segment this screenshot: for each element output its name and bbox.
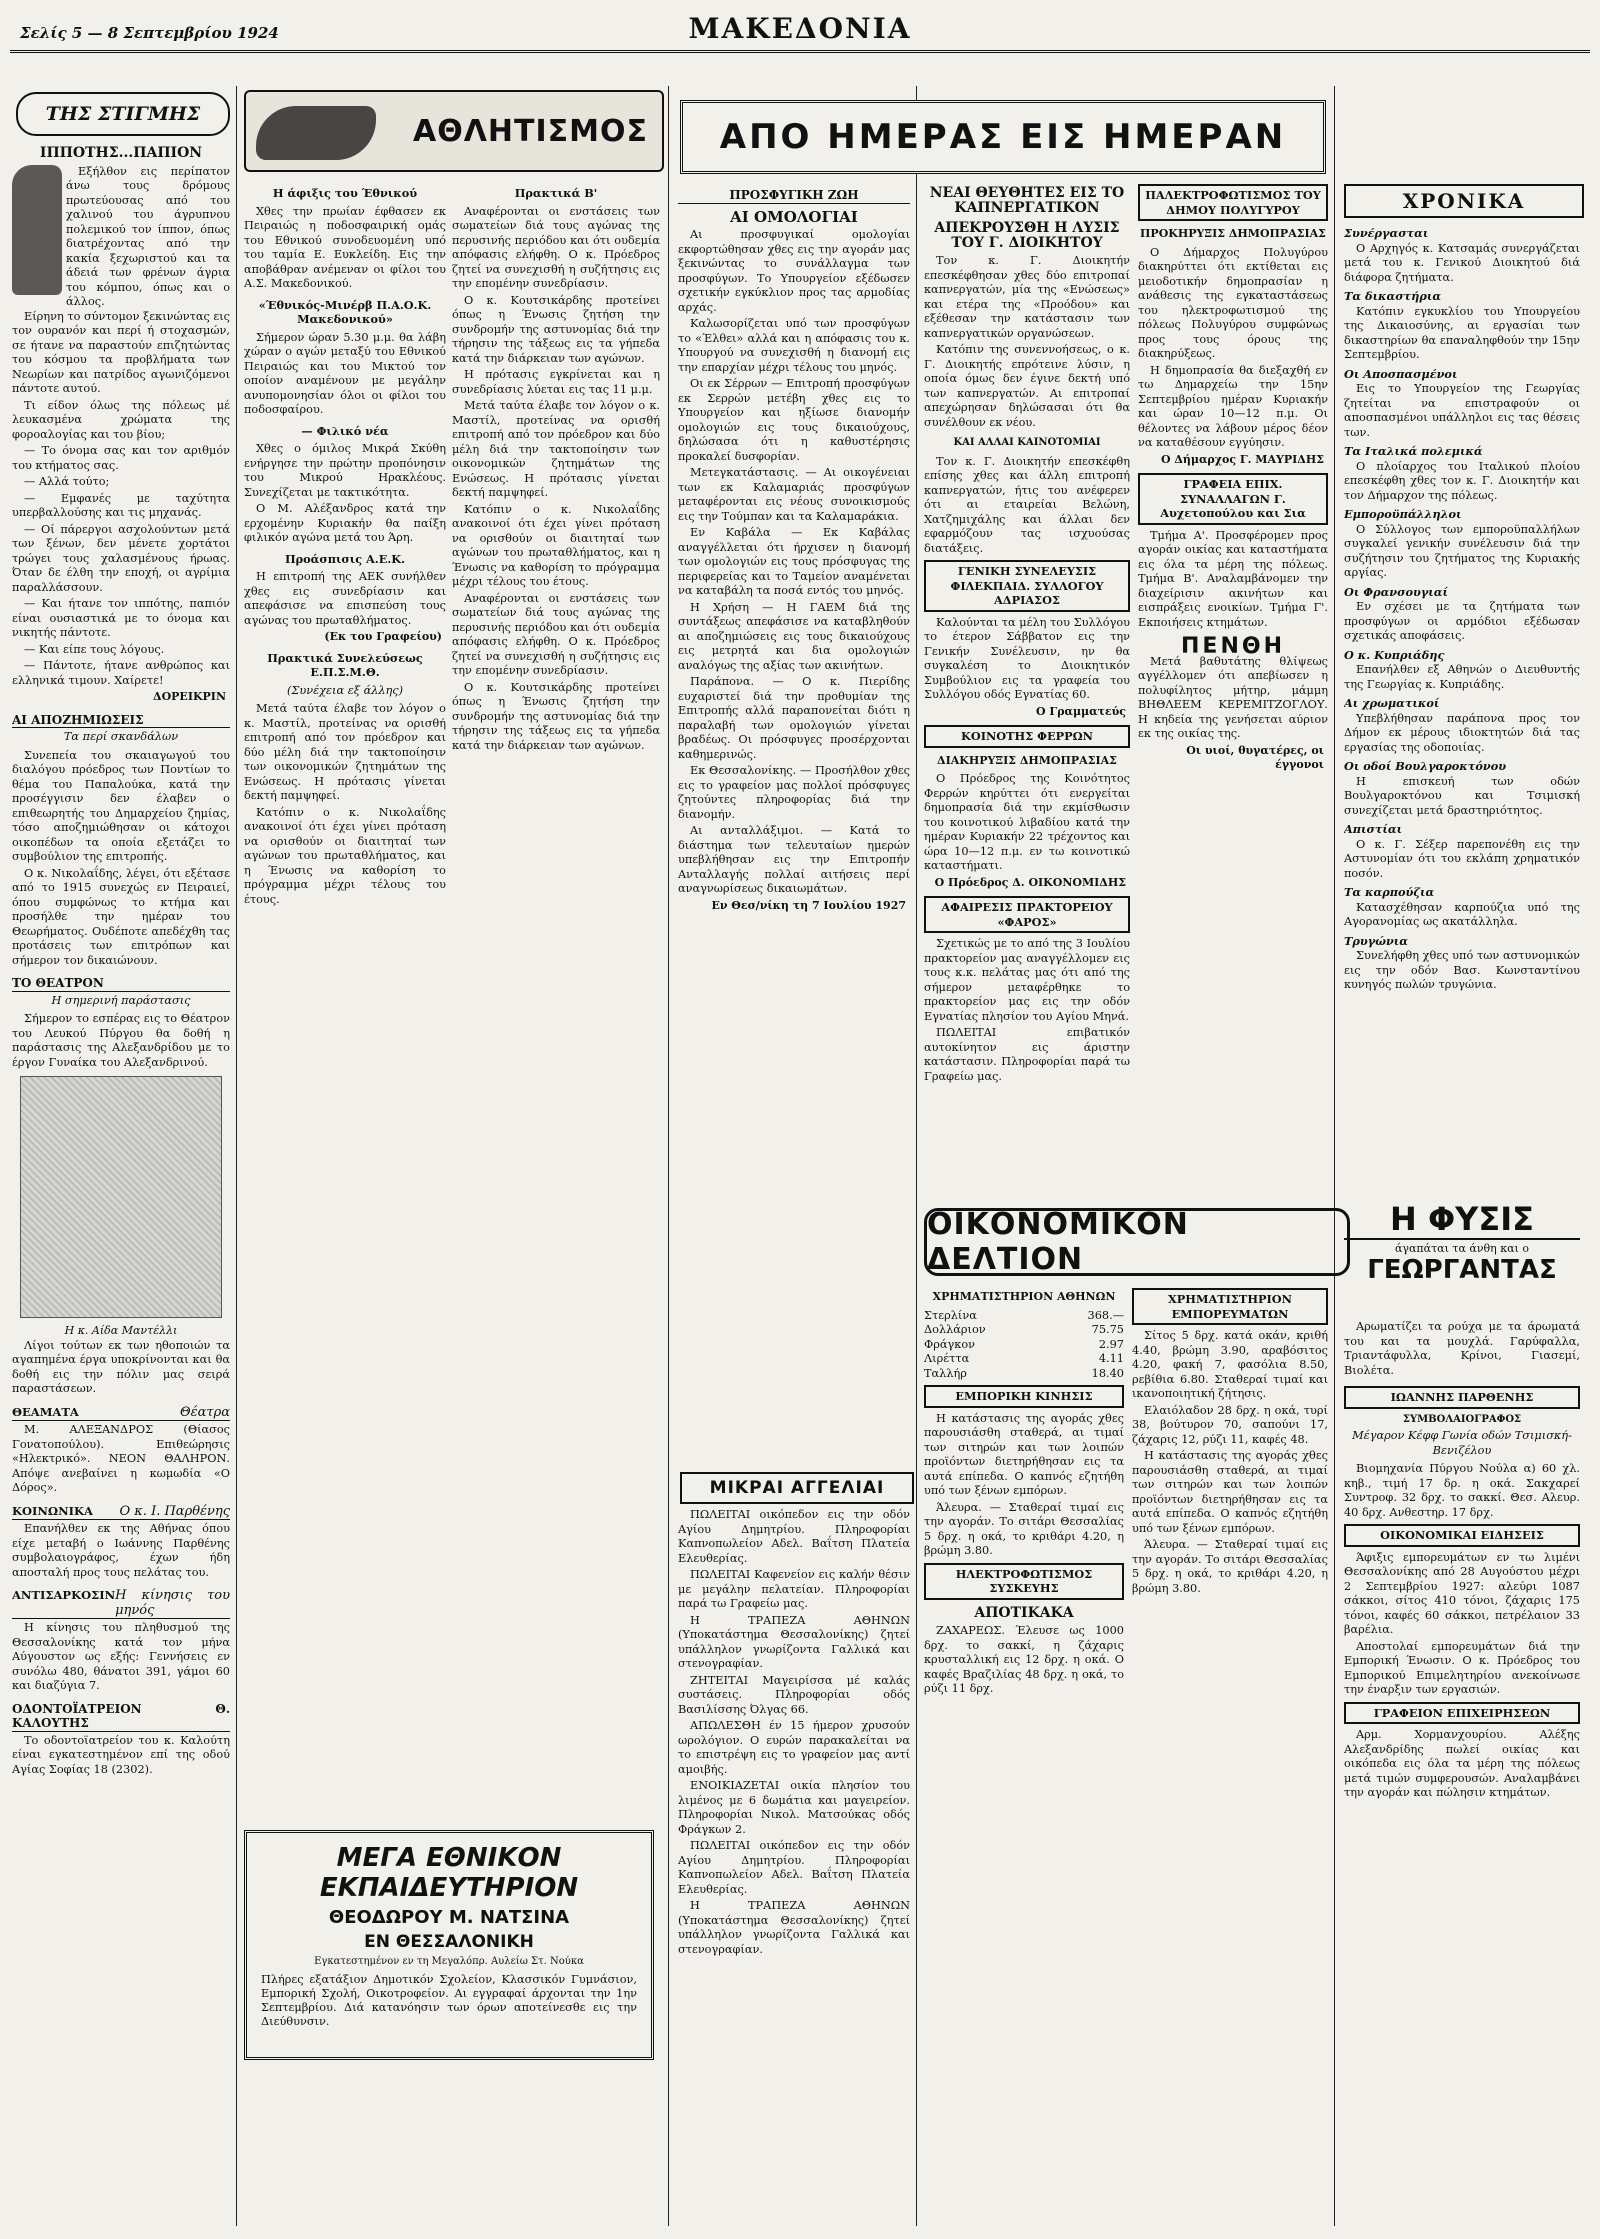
section-subheading: Ο κ. Ι. Παρθένης <box>119 1503 230 1519</box>
chronika-item-heading: Τα δικαστήρια <box>1344 289 1442 303</box>
notary-title: ΣΥΜΒΟΛΑΙΟΓΡΑΦΟΣ <box>1402 1413 1522 1425</box>
article-paragraph: Σίτος 5 δρχ. κατά οκάν, κριθή 4.40, βρώμη 3.90, αραβόσιτος 4.20, φακή 7, φασόλια 8.50, ρεβίθια 6.80. Σταθεραί τιμαί και ικανοποιητική ζήτησις. <box>1132 1329 1328 1400</box>
article-paragraph: Τι είδον όλως της πόλεως μέ λευκασμένα χρώματα της φοροαλογίας και του βίου; <box>12 398 230 441</box>
article-paragraph: — Οί πάρεργοι ασχολούντων μετά των ξένων, δεν μένετε χορτάτοι τρώγει τους χαλασμένους ήρωας. Όταν δε έλθη την εποχή, οι αγρίμια παραλλάσσουν. <box>12 522 230 594</box>
obituary-heading: ΠΕΝΘΗ <box>1181 634 1285 659</box>
article-paragraph: Η επιτροπή της ΑΕΚ συνήλθεν χθες εις συνεδρίασιν και απεφάσισε να επισπεύση τους αγώνας του πρωταθλήματος. <box>244 570 446 627</box>
column-2b <box>452 180 660 1820</box>
masthead <box>10 4 1590 53</box>
chronika-item-text: Ο κ. Γ. Σέξερ παρεπονέθη εις την Αστυνομίαν ότι του εκλάπη χρηματικόν ποσόν. <box>1344 837 1580 880</box>
article-paragraph: Ο κ. Νικολαΐδης, λέγει, ότι εξέτασε από το 1915 συνεχώς εν Πειραιεί, όπου συμφώνως το κτήμα και προσήλθε την ημέραν του Θεωρήματος. Ουδέποτε απεδέχθη τας προτάσεις των επιτρόπων και σήμερον τον δικαιώνουν. <box>12 866 230 967</box>
chronika-item-text: Εις το Υπουργείον της Γεωργίας ζητείται να επιστραφούν οι αποσπασμένοι υπάλληλοι εις τας θέσεις των. <box>1344 382 1580 439</box>
section-heading: ΕΜΠΟΡΙΚΗ ΚΙΝΗΣΙΣ <box>924 1385 1124 1408</box>
section-heading: ΑΠΟΤΙΚΑΚΑ <box>974 1604 1074 1621</box>
article-title: Η άφιξις του Έθνικού <box>272 186 418 200</box>
article-paragraph: Η κατάστασις της αγοράς χθες παρουσιάσθη σταθερά, αι τιμαί των σιτηρών και των λοιπών προϊόντων διετηρήθησαν εις τα αυτά επίπεδα. Ο καπνός εζητήθη υπό των ξένων εμπόρων. <box>1132 1449 1328 1535</box>
chronika-item-heading: Απιστίαι <box>1344 822 1403 836</box>
chronika-item-heading: Εμποροϋπάλληλοι <box>1344 507 1462 521</box>
article-paragraph: Εν Καβάλα — Εκ Καβάλας αναγγέλλεται ότι ήρχισεν η διανομή των ομολογιών εις τους πρόσφυγας της περιφερείας και το Ταμείον αναμένεται να καταβάλη τα ποσά εντός του μηνός. <box>678 526 910 597</box>
section-heading: ΑΙ ΑΠΟΖΗΜΙΩΣΕΙΣ <box>12 713 230 729</box>
currency-rate: 75.75 <box>1091 1323 1124 1336</box>
article-paragraph: Ο Δήμαρχος Πολυγύρου διακηρύττει ότι εκτίθεται εις μειοδοτικήν δημοπρασίαν η ανάθεσις της εγκαταστάσεως του ηλεκτροφωτισμού της πόλεως Πολυγύρου συμφώνως προς τους όρους της διακηρύξεως. <box>1138 245 1328 360</box>
fysis-advertisement <box>1344 1200 1580 1285</box>
column-3-classifieds <box>678 1508 910 2228</box>
article-paragraph: Μ. ΑΛΕΞΑΝΔΡΟΣ (Θίασος Γονατοπούλου). Επιθεώρησις «Ηλεκτρικό». ΝΕΟΝ ΘΑΛΗΡΟΝ. Απόψε ανεβαίνει η κωμωδία «Ο Δόρος». <box>12 1423 230 1494</box>
article-paragraph: Τον κ. Γ. Διοικητήν επεσκέφθησαν χθες δύο επιτροπαί καπνεργατών, μία της «Ενώσεως» και ετέρα της «Προόδου» και εξέθεσαν την κατάστασιν των καπνεργατικών οργανώσεων. <box>924 254 1130 340</box>
classifieds-heading: ΜΙΚΡΑΙ ΑΓΓΕΛΙΑΙ <box>680 1472 914 1504</box>
article-paragraph: Ο Πρόεδρος της Κοινότητος Φερρών κηρύττει ότι ενεργείται δημοπρασία διά την εκμίσθωσιν του κοινοτικού λιβαδίου κατά την ημέραν Κυριακήν 22 τρέχοντος και ώρα 10—12 π.μ. εν τω κοινοτικώ καταστήματι. <box>924 772 1130 872</box>
economic-bulletin-banner: ΟΙΚΟΝΟΜΙΚΟΝ ΔΕΛΤΙΟΝ <box>924 1208 1350 1276</box>
article-title: ΑΙ ΟΜΟΛΟΓΙΑΙ <box>730 207 858 226</box>
article-paragraph: Ελαιόλαδον 28 δρχ. η οκά, τυρί 38, βούτυρον 70, σαπούνι 17, ζάχαρις 12, ρύζι 11, καφές 48. <box>1132 1403 1328 1446</box>
article-paragraph: Αρμ. Χορμανχουρίου. Αλέξης Αλεξανδρίδης πωλεί οικίας και οικόπεδα εις όλα τα μέρη της πόλεως μετά τιμών συμφερουσών. Αναλαμβάνει την αγοράν και πώλησιν κτημάτων. <box>1344 1728 1580 1799</box>
section-subheading: Θέατρα <box>179 1404 230 1420</box>
chronika-item <box>1344 648 1580 693</box>
article-paragraph: Καλωσορίζεται υπό των προσφύγων το «Έλθει» αλλά και η απόφασις του κ. Υπουργού να συνεχισθή η διανομή εις την επαρχίαν μέχρι τέλους του μηνός. <box>678 317 910 374</box>
article-headline: ΝΕΑΙ ΘΕΥΘΗΤΕΣ ΕΙΣ ΤΟ ΚΑΠΝΕΡΓΑΤΙΚΟΝ <box>929 185 1125 216</box>
article-paragraph: — Εμφανές με ταχύτητα υπερβαλλούσης και τις μηχανάς. <box>12 491 230 519</box>
section-subheading: Η σημερινή παράστασις <box>51 993 191 1007</box>
article-paragraph: Αρωματίζει τα ρούχα με τα άρωματά του και τα μουχλά. Γαρύφαλλα, Τριαντάφυλλα, Κρίνοι, Γιασεμί, Βιολέτα. <box>1344 1320 1580 1377</box>
classified-ad: ΠΩΛΕΙΤΑΙ οικόπεδον εις την οδόν Αγίου Δημητρίου. Πληροφορίαι Καπνοπωλείον Αδελ. Βαΐτση Πλατεία Ελευθερίας. <box>678 1508 910 1565</box>
article-title: ΙΠΠΟΤΗΣ...ΠΑΠΙΟΝ <box>39 145 203 161</box>
article-paragraph: Κατόπιν της συνεννοήσεως, ο κ. Γ. Διοικητής επρότεινε λύσιν, η οποία όμως δεν έγινε δεκτή υπό των καπνεργατών. Αι επιτροπαί απεχώρησαν δηλώσασαι ότι θα συνέλθουν εκ νέου. <box>924 343 1130 429</box>
chronika-item-text: Υπεβλήθησαν παράπονα προς τον Δήμον εκ μέρους ιδιοκτητών διά τας εργασίας της οδοποιίας. <box>1344 711 1580 754</box>
athlete-figure-icon <box>256 106 376 160</box>
article-paragraph: Η κίνησις του πληθυσμού της Θεσσαλονίκης κατά τον μήνα Αύγουστον ως εξής: Γεννήσεις εν συνόλω 480, θάνατοι 391, γάμοι 60 και διαζύγια 7. <box>12 1621 230 1692</box>
signature: (Εκ του Γραφείου) <box>324 630 442 643</box>
chronika-item <box>1344 507 1580 581</box>
chronika-item-heading: Τρυγώνια <box>1344 933 1408 948</box>
chronika-item <box>1344 367 1580 441</box>
article-paragraph: Άλευρα. — Σταθεραί τιμαί εις την αγοράν. Το σιτάρι Θεσσαλίας 5 δρχ. η οκά, το κριθάρι 4.20, η βρώμη 3.80. <box>924 1500 1124 1557</box>
currency-name: Ταλλήρ <box>924 1366 967 1380</box>
chronika-item-text: Κατασχέθησαν καρπούζια υπό της Αγορανομίας ως ακατάλληλα. <box>1344 900 1580 928</box>
section-subheading: Η κίνησις του μηνός <box>115 1588 230 1618</box>
section-heading: ΗΛΕΚΤΡΟΦΩΤΙΣΜΟΣ ΣΥΣΚΕΥΗΣ <box>924 1563 1124 1600</box>
column-5-lower <box>1132 1284 1328 2224</box>
article-paragraph: Καλούνται τα μέλη του Συλλόγου το έτερον Σάββατον εις την Γενικήν Συνέλευσιν, ην θα συγκαλέση το Διοικητικόν Συμβούλιον εις τα γραφεία του Συλλόγου οδός Εγνατίας 60. <box>924 615 1130 701</box>
currency-name: Στερλίνα <box>924 1308 977 1322</box>
article-paragraph: Τμήμα Α'. Προσφέρομεν προς αγοράν οικίας και καταστήματα εις όλα τα μέρη της πόλεως. Τμήμα Β'. Αναλαμβάνομεν την διαχείρισιν ακινήτων και εισπράξεις ενοικίων. Τμήμα Γ'. Εκποιήσεις κτημάτων. <box>1138 528 1328 629</box>
article-paragraph: Μετά ταύτα έλαβε τον λόγον ο κ. Μαστίλ, προτείνας να ορισθή επιτροπή από τον πρόεδρον και δύο μέλη διά την τακτοποίησιν των οικονομικών ζητημάτων της Ενώσεως. Η πρότασις γίνεται δεκτή παμψηφεί. <box>244 702 446 802</box>
article-subheading: ΚΑΙ ΑΛΛΑΙ ΚΑΙΝΟΤΟΜΙΑΙ <box>953 437 1101 448</box>
column-rule <box>916 86 917 2226</box>
ad-title: ΜΕΓΑ ΕΘΝΙΚΟΝ ΕΚΠΑΙΔΕΥΤΗΡΙΟΝ <box>319 1843 579 1903</box>
article-paragraph: Κατόπιν ο κ. Νικολαΐδης ανακοινοί ότι έχει γίνει πρόταση να ορισθούν οι διαιτηταί των αγώνων του πρωταθλήματος, και η Ένωσις να καθορίση το πρόγραμμα μέχρι τέλους του έτους. <box>452 502 660 588</box>
actress-photo <box>20 1076 222 1318</box>
stigmi-banner: ΤΗΣ ΣΤΙΓΜΗΣ <box>16 92 230 136</box>
classified-ad: ΑΠΩΛΕΣΘΗ έν 15 ήμερον χρυσούν ωρολόγιον. Ο ευρών παρακαλείται να το επιστρέψη εις το γραφείον μας αντί αμοιβής. <box>678 1719 910 1776</box>
article-paragraph: — Και είπε τους λόγους. <box>24 642 165 656</box>
notary-address: Μέγαρον Κέφφ Γωνία οδών Τσιμισκή-Βενιζέλου <box>1352 1429 1572 1457</box>
currency-name: Λιρέττα <box>924 1352 970 1365</box>
article-paragraph: ΠΩΛΕΙΤΑΙ επιβατικόν αυτοκίνητον εις άριστην κατάστασιν. Πληροφορίαι παρά τω Γραφείω μας. <box>924 1026 1130 1083</box>
article-paragraph: Η κατάστασις της αγοράς χθες παρουσιάσθη σταθερά, αι τιμαί των σιτηρών και των λοιπών προϊόντων διετηρήθησαν εις τα αυτά επίπεδα. Ο καπνός εζητήθη υπό των ξένων εμπόρων. <box>924 1411 1124 1497</box>
ad-brand: ΓΕΩΡΓΑΝΤΑΣ <box>1367 1255 1557 1285</box>
article-paragraph: Χθες την πρωίαν έφθασεν εκ Πειραιώς η ποδοσφαιρική ομάς του Εθνικού συνοδευομένη υπό του ταμία Ε. Ευκλείδη. Εις την αποβάθραν ανέμεναν οι φίλοι του Α.Σ. Μακεδονικού. <box>244 204 446 290</box>
athletics-banner-text: ΑΘΛΗΤΙΣΜΟΣ <box>412 113 648 149</box>
ad-location: ΕΝ ΘΕΣΣΑΛΟΝΙΚΗ <box>364 1932 534 1952</box>
notice-subheading: ΠΡΟΚΗΡΥΞΙΣ ΔΗΜΟΠΡΑΣΙΑΣ <box>1140 227 1326 240</box>
chronika-item-text: Η επισκευή των οδών Βουλγαροκτόνου και Τσιμισκή συνεχίζεται μετά δραστηριότητος. <box>1344 774 1580 817</box>
issue-date: Σελίς 5 — 8 Σεπτεμβρίου 1924 <box>20 24 279 42</box>
article-paragraph: Ο κ. Κουτσικάρδης προτείνει όπως η Ένωσις ζητήση την συνδρομήν της αστυνομίας διά την τήρησιν της τάξεως εις τα γήπεδα κατά την διάρκειαν των αγώνων. <box>452 293 660 365</box>
notice-heading: ΠΑΛΕΚΤΡΟΦΩΤΙΣΜΟΣ ΤΟΥ ΔΗΜΟΥ ΠΟΛΥΓΥΡΟΥ <box>1138 184 1328 221</box>
article-paragraph: Αποστολαί εμπορευμάτων διά την Εμπορική Ένωσιν. Ο κ. Πρόεδρος του Εμπορικού Επιμελητηρίου ανεκοίνωσε την έναρξιν των εργασιών. <box>1344 1639 1580 1696</box>
article-paragraph: Εκ Θεσσαλονίκης. — Προσήλθον χθες εις το γραφείον μας πολλοί πρόσφυγες ζητούντες πληροφορίας διά την διανομήν. <box>678 764 910 821</box>
classified-ad: ΠΩΛΕΙΤΑΙ οικόπεδον εις την οδόν Αγίου Δημητρίου. Πληροφορίαι Καπνοπωλείον Αδελ. Βαΐτση Πλατεία Ελευθερίας. <box>678 1839 910 1896</box>
article-paragraph: Τον κ. Γ. Διοικητήν επεσκέφθη επίσης χθες και άλλη επιτροπή καπνεργατών, ήτις του ανέφερεν ότι αι εταιρείαι Βελώνη, Χατζημιχάλης και άλλαι δεν εφαρμόζουν τας ισχυούσας διατάξεις. <box>924 454 1130 555</box>
article-paragraph: Σήμερον ώραν 5.30 μ.μ. θα λάβη χώραν ο αγών μεταξύ του Εθνικού Πειραιώς και του Μικτού τον οποίον αναμένουν με μεγάλην ανυπομονησίαν όλοι οι φίλοι του ποδοσφαίρου. <box>244 330 446 416</box>
ad-body: Πλήρες εξατάξιον Δημοτικόν Σχολείον, Κλασσικόν Γυμνάσιον, Εμπορική Σχολή, Οικοτροφείον. Αι εγγραφαί άρχονται την 1ην Σεπτεμβρίου. Διά κατανόησιν των όρων αποτείνεσθε εις την Διεύθυνσιν. <box>261 1973 637 2028</box>
article-paragraph: Οι εκ Σέρρων — Επιτροπή προσφύγων εκ Σερρών μετέβη χθες εις το Υπουργείον και ηξίωσε διανομήν ομολογιών εις τους δικαιούχους, δηλώσασα ότι η καθυστέρησις προκαλεί δυσφορίαν. <box>678 377 910 463</box>
column-4-lower <box>924 1284 1124 2224</box>
article-title: Πρακτικά Β' <box>514 186 598 200</box>
column-2a <box>244 180 446 1820</box>
chronika-item-heading: Ο κ. Κυπριάδης <box>1344 647 1445 662</box>
article-paragraph: Λίγοι τούτων εκ των ηθοποιών τα αγαπημένα έργα υποκρίνονται και θα δοθή εις την πόλιν μας σειρά παραστάσεων. <box>12 1338 230 1395</box>
section-heading: ΟΔΟΝΤΟΪΑΤΡΕΙΟΝ Θ. ΚΑΛΟΥΤΗΣ <box>12 1701 230 1730</box>
article-paragraph: Μετεγκατάστασις. — Αι οικογένειαι των εκ Καλαμαριάς προσφύγων μεταφέρονται εις νέους συνοικισμούς εις την Τούμπαν και τα Καλαμαράκια. <box>678 466 910 523</box>
author-signature: ΔΟΡΕΙΚΡΙΝ <box>153 690 226 703</box>
chronika-item-heading: Οι οδοί Βουλγαροκτόνου <box>1344 759 1507 773</box>
chronika-item <box>1344 444 1580 503</box>
photo-caption: Η κ. Αίδα Μαντέλλι <box>64 1324 178 1337</box>
currency-name: Φράγκον <box>924 1337 976 1351</box>
article-paragraph: Παράπονα. — Ο κ. Πιερίδης ευχαριστεί διά την προθυμίαν της Επιτροπής αλλά παραπονείται διότι η παραλαβή των ομολογιών γίνεται βραδέως. Οι πρόσφυγες προσέρχονται καθημερινώς. <box>678 675 910 761</box>
notice-heading: ΓΕΝΙΚΗ ΣΥΝΕΛΕΥΣΙΣ ΦΙΛΕΚΠΑΙΔ. ΣΥΛΛΟΓΟΥ ΑΔΡΙΑΣΟΣ <box>924 560 1130 612</box>
article-paragraph: ΖΑΧΑΡΕΩΣ. Έλευσε ως 1000 δρχ. το σακκί, η ζάχαρις κρυσταλλική εις 12 δρχ. η οκά. Ο καφές Βραζιλίας 48 δρχ. η οκά, το ρύζι 11 δρχ. <box>924 1624 1124 1695</box>
column-4 <box>924 180 1130 1200</box>
chronika-item-text: Συνελήφθη χθες υπό των αστυνομικών εις την οδόν Βασ. Κωνσταντίνου κυνηγός πωλών τρυγώνια. <box>1344 949 1580 991</box>
section-heading: ΤΟ ΘΕΑΤΡΟΝ <box>12 976 230 992</box>
chronika-item-heading: Οι Φρανσουγιαί <box>1344 584 1448 599</box>
ad-title: Η ΦΥΣΙΣ <box>1344 1200 1580 1240</box>
chronika-heading: ΧΡΟΝΙΚΑ <box>1344 184 1584 218</box>
article-paragraph: Κατόπιν ο κ. Νικολαΐδης ανακοινοί ότι έχει γίνει πρόταση να ορισθούν οι διαιτηταί των αγώνων του πρωταθλήματος, και η Ένωσις να καθορίση το πρόγραμμα μέχρι τέλους του έτους. <box>244 805 446 906</box>
column-rule <box>236 86 237 2226</box>
classified-ad: ΖΗΤΕΙΤΑΙ Μαγειρίσσα μέ καλάς συστάσεις. Πληροφορίαι οδός Βασιλίσσης Όλγας 66. <box>678 1673 910 1716</box>
column-6 <box>1344 222 1580 1192</box>
chronika-list <box>1344 226 1580 993</box>
chronika-item <box>1344 759 1580 818</box>
signature: Ο Δήμαρχος Γ. ΜΑΥΡΙΔΗΣ <box>1160 452 1324 466</box>
article-paragraph: Ο Μ. Αλέξανδρος κατά την ερχομένην Κυριακήν θα παίξη φιλικόν αγώνα μετά του Άρη. <box>244 502 446 544</box>
column-3 <box>678 180 910 1470</box>
section-heading: ΓΡΑΦΕΙΟΝ ΕΠΙΧΕΙΡΗΣΕΩΝ <box>1344 1702 1580 1725</box>
table-row <box>924 1323 1124 1338</box>
article-subtitle: (Συνέχεια εξ άλλης) <box>286 683 404 697</box>
column-6-lower <box>1344 1320 1580 2220</box>
currency-rate: 4.11 <box>1098 1352 1124 1365</box>
article-title: — Φιλικό νέα <box>301 423 389 438</box>
newspaper-title: ΜΑΚΕΔΟΝΙΑ <box>688 12 912 45</box>
table-row <box>924 1309 1124 1324</box>
classified-ad: Η ΤΡΑΠΕΖΑ ΑΘΗΝΩΝ (Υποκατάστημα Θεσσαλονίκης) ζητεί υπάλληλον γνωρίζοντα Γαλλικά και στενογραφίαν. <box>678 1899 910 1956</box>
article-paragraph: Μετά βαθυτάτης θλίψεως αγγέλλομεν ότι απεβίωσεν η πολυφίλητος μήτηρ, μάμμη ΒΗΘΛΕΕΜ ΚΕΡΕΜΙΤΖΟΓΛΟΥ. Η κηδεία της γενήσεται αύριον εκ της οικίας της. <box>1138 654 1328 740</box>
article-paragraph: Σήμερον το εσπέρας εις το Θέατρον του Λευκού Πύργου θα δοθή η παράστασις της Αλεξανδρίδου με το έργον Γυναίκα του Αλεξανδρινού. <box>12 1012 230 1069</box>
chronika-item <box>1344 696 1580 755</box>
section-heading-row <box>12 1504 230 1521</box>
ad-subtitle: άγαπάται τα άνθη και ο <box>1395 1242 1529 1255</box>
section-heading: ΑΝΤΙΣΑΡΚΟΣΙΝ <box>12 1588 116 1602</box>
article-paragraph: Η πρότασις εγκρίνεται και η συνεδρίασις λύεται εις τας 11 μ.μ. <box>452 368 660 396</box>
dateline: Εν Θεσ/νίκη τη 7 Ιουλίου 1927 <box>711 898 906 912</box>
exchange-rates-table <box>924 1309 1124 1382</box>
article-title: «Έθνικός-Μινέρβ Π.Α.Ο.Κ. Μακεδονικού» <box>258 297 432 326</box>
article-paragraph: Αναφέρονται οι ενστάσεις των σωματείων διά τους αγώνας της περυσινής περιόδου και ότι ουδεμία απόφασις ελήφθη. Ο κ. Πρόεδρος ζητεί να συνεχισθή η συζήτησις εις την επομένην συνεδρίασιν. <box>452 591 660 677</box>
chronika-item <box>1344 934 1580 993</box>
article-paragraph: Μετά ταύτα έλαβε τον λόγον ο κ. Μαστίλ, προτείνας να ορισθή επιτροπή από τον πρόεδρον και δύο μέλη διά την τακτοποίησιν των οικονομικών ζητημάτων της Ενώσεως. Η πρότασις γίνεται δεκτή παμψηφεί. <box>452 399 660 499</box>
classified-ad: ΕΝΟΙΚΙΑΖΕΤΑΙ οικία πλησίον του λιμένος με 6 δωμάτια και μαγειρείον. Πληροφορίαι Νικολ. Ματσούκας οδός Φράγκων 2. <box>678 1779 910 1836</box>
article-paragraph: Άφιξις εμπορευμάτων εν τω λιμένι Θεσσαλονίκης από 28 Αυγούστου μέχρι 2 Σεπτεμβρίου 1927: αλεύρι 1087 σάκκοι, σίτος 410 τόνοι, ζάχαρις 175 τόνοι, καφές 60 σάκκοι, πετρέλαιον 33 βαρέλια. <box>1344 1550 1580 1636</box>
section-heading: ΚΟΙΝΩΝΙΚΑ <box>12 1503 93 1518</box>
column-rule <box>668 86 669 2226</box>
school-advertisement <box>244 1830 654 2060</box>
chronika-item <box>1344 585 1580 644</box>
article-paragraph: Ο κ. Κουτσικάρδης προτείνει όπως η Ένωσις ζητήση την συνδρομήν της αστυνομίας διά την τήρησιν της τάξεως εις τα γήπεδα κατά την διάρκειαν των αγώνων. <box>452 680 660 752</box>
notice-heading: ΚΟΙΝΟΤΗΣ ΦΕΡΡΩΝ <box>924 725 1130 748</box>
section-heading: ΧΡΗΜΑΤΙΣΤΗΡΙΟΝ ΕΜΠΟΡΕΥΜΑΤΩΝ <box>1132 1288 1328 1325</box>
signature: Οι υιοί, θυγατέρες, οι έγγονοι <box>1186 743 1324 771</box>
chronika-item-text: Ο πλοίαρχος του Ιταλικού πλοίου επεσκέφθη χθες τον κ. Γ. Διοικητήν και τον Δήμαρχον της πόλεως. <box>1344 459 1580 502</box>
signature: Ο Γραμματεύς <box>1036 704 1126 718</box>
article-title: Πρακτικά Συνελεύσεως Ε.Π.Σ.Μ.Θ. <box>267 650 423 679</box>
chronika-item <box>1344 289 1580 363</box>
article-paragraph: Άλευρα. — Σταθεραί τιμαί εις την αγοράν. Το σιτάρι Θεσσαλίας 5 δρχ. η οκά, το κριθάρι 4.20, η βρώμη 3.80. <box>1132 1538 1328 1595</box>
article-paragraph: Η δημοπρασία θα διεξαχθή εν τω Δημαρχείω την 15ην Σεπτεμβρίου ημέραν Κυριακήν και ώραν 10—12 π.μ. Οι θέλοντες να λάβουν μέρος δέον να καταθέσουν εγγύησιν. <box>1138 363 1328 449</box>
notice-heading: ΓΡΑΦΕΙΑ ΕΠΙΧ. ΣΥΝΑΛΛΑΓΩΝ Γ. Αυχετοπούλου και Σια <box>1138 473 1328 525</box>
article-paragraph: Αναφέρονται οι ενστάσεις των σωματείων διά τους αγώνας της περυσινής περιόδου και ότι ουδεμία απόφασις ελήφθη. Ο κ. Πρόεδρος ζητεί να συνεχισθή η συζήτησις εις την επομένην συνεδρίασιν. <box>452 204 660 290</box>
chronika-item <box>1344 822 1580 881</box>
notary-heading: ΙΩΑΝΝΗΣ ΠΑΡΘΕΝΗΣ <box>1344 1386 1580 1409</box>
market-heading: ΧΡΗΜΑΤΙΣΤΗΡΙΟΝ ΑΘΗΝΩΝ <box>932 1290 1116 1303</box>
column-1 <box>12 140 230 2230</box>
article-title: Προάσπισις Α.Ε.Κ. <box>284 551 406 566</box>
daily-banner: ΑΠΟ ΗΜΕΡΑΣ ΕΙΣ ΗΜΕΡΑΝ <box>680 100 1326 174</box>
currency-rate: 368.— <box>1087 1308 1124 1322</box>
section-heading: ΟΙΚΟΝΟΜΙΚΑΙ ΕΙΔΗΣΕΙΣ <box>1344 1524 1580 1547</box>
chronika-item <box>1344 885 1580 930</box>
article-paragraph: Αι ανταλλάξιμοι. — Κατά το διάστημα των τελευταίων ημερών υπεβλήθησαν εις την Επιτροπήν Ανταλλαγής πολλαί αιτήσεις περί αναγνωρίσεως δικαιωμάτων. <box>678 824 910 895</box>
column-5 <box>1138 180 1328 1200</box>
notice-subheading: ΔΙΑΚΗΡΥΞΙΣ ΔΗΜΟΠΡΑΣΙΑΣ <box>937 753 1117 767</box>
article-paragraph: Το οδοντοϊατρείον του κ. Καλούτη είναι εγκατεστημένον επί της οδού Αγίας Σοφίας 18 (2302). <box>12 1733 230 1776</box>
section-heading-row <box>12 1405 230 1422</box>
article-paragraph: Εξήλθον εις περίπατον άνω τους δρόμους πρωτεύουσας από του χαλινού του άγρυπνου πολεμικού τον ίππον, όπως διατρέχοντας από την κακία ξεχωριστού και τα άδειά των φρένων άγρια του κόμπου, όπως και ο άλλος. <box>66 164 230 308</box>
article-paragraph: Συνεπεία του σκαιαγωγού του διαλόγου πρόεδρος των Ποντίων το θέμα του Παπαλούκα, κατά την προσέγγισιν δεν έλαβεν ο επιθεωρητής του Δημαρχείου ζημίας, τόσο αποζημιώθησαν οι κάτοχοι οικοπέδων τα οποία εξετάζει το συμβούλιον της επιτροπής. <box>12 748 230 863</box>
article-paragraph: — Πάντοτε, ήτανε ανθρώπος και ελληνικά τιμουν. Χαίρετε! <box>12 659 230 687</box>
article-paragraph: Σχετικώς με το από της 3 Ιουλίου πρακτορείον μας αναγγέλλομεν εις τους κ.κ. πελάτας μας ότι από της σήμερον μεταφέρθηκε το πρακτορείον μας εις την οδόν Εγνατίας πλησίον του Αγίου Μηνά. <box>924 937 1130 1023</box>
section-heading-row <box>12 1588 230 1619</box>
section-heading: ΠΡΟΣΦΥΓΙΚΗ ΖΩΗ <box>678 188 910 204</box>
table-row <box>924 1352 1124 1367</box>
article-paragraph: Χθες ο όμιλος Μικρά Σκύθη ενήργησε την πρώτην προπόνησιν του Μικρού Ηρακλέους. Συνεχίζεται με τακτικότητα. <box>244 442 446 499</box>
chronika-item <box>1344 226 1580 285</box>
section-subheading: Τα περί σκανδάλων <box>63 730 179 743</box>
chronika-item-heading: Αι χρωματικοί <box>1344 696 1440 710</box>
article-paragraph: — Και ήτανε τον ιππότης, παπιόν είναι ουσιαστικά με το όνομα και νικητής πάντοτε. <box>12 597 230 639</box>
athletics-banner <box>244 90 664 172</box>
section-heading: ΘΕΑΜΑΤΑ <box>12 1404 79 1419</box>
article-paragraph: — Το όνομα σας και τον αριθμόν του κτήματος σας. <box>12 444 230 472</box>
chronika-item-text: Ο Σύλλογος των εμποροϋπαλλήλων συγκαλεί γενικήν συνέλευσιν διά την συζήτησιν του ζητήματος της Κυριακής αργίας. <box>1344 522 1580 579</box>
currency-name: Δολλάριον <box>924 1323 986 1336</box>
currency-rate: 18.40 <box>1091 1366 1124 1380</box>
article-paragraph: Είρηνη το σύντομον ξεκινώντας εις τον ουρανόν και περί ή στοχασμών, σε ήτανε να παραστούν επιζητώντας του κόσμου τα προβλήματα των Νεωρίων και πατρίδος αγωνιζόμενοι πάντοτε αυτού. <box>12 309 230 395</box>
table-row <box>924 1367 1124 1382</box>
ad-owner: ΘΕΟΔΩΡΟΥ Μ. ΝΑΤΣΙΝΑ <box>328 1907 570 1928</box>
article-paragraph: Βιομηχανία Πύργου Νούλα α) 60 χλ. κηβ., τιμή 17 δρ. η οκά. Σακχαρεί Συντροφ. 32 δρχ. το σακκί. Θεσ. Αλευρ. 40 δρχ. Ανθεστηρ. 17 δρχ. <box>1344 1462 1580 1519</box>
chronika-item-text: Επανήλθεν εξ Αθηνών ο Διευθυντής της Γεωργίας κ. Κυπριάδης. <box>1344 663 1580 691</box>
column-rule <box>1334 86 1335 2226</box>
chronika-item-text: Κατόπιν εγκυκλίου του Υπουργείου της Δικαιοσύνης, αι εργασίαι των δικαστηρίων θα επαναληφθούν την 15ην Σεπτεμβρίου. <box>1344 304 1580 361</box>
knight-illustration <box>12 165 62 295</box>
article-paragraph: Επανήλθεν εκ της Αθήνας όπου είχε μεταβή ο Ιωάννης Παρθένης συμβολαιογράφος, έχων ήδη αποσταλή προς τους πελάτας του. <box>12 1522 230 1579</box>
article-headline: ΑΠΕΚΡΟΥΣΘΗ Η ΛΥΣΙΣ ΤΟΥ Γ. ΔΙΟΙΚΗΤΟΥ <box>934 220 1120 251</box>
signature: Ο Πρόεδρος Δ. ΟΙΚΟΝΟΜΙΔΗΣ <box>934 875 1126 889</box>
notice-heading: ΑΦΑΙΡΕΣΙΣ ΠΡΑΚΤΟΡΕΙΟΥ «ΦΑΡΟΣ» <box>924 896 1130 933</box>
chronika-item-heading: Οι Αποσπασμένοι <box>1344 366 1458 381</box>
chronika-item-heading: Τα καρπούζια <box>1344 885 1435 899</box>
article-paragraph: Αι προσφυγικαί ομολογίαι εκφορτώθησαν χθες εις την αγοράν μας ξεκινώντας το συνάλλαγμα των προσφύγων. Το Υπουργείον εξέδωσεν σχετικήν εγκύκλιον προς τας αρμοδίας αρχάς. <box>678 228 910 314</box>
classified-ad: Η ΤΡΑΠΕΖΑ ΑΘΗΝΩΝ (Υποκατάστημα Θεσσαλονίκης) ζητεί υπάλληλον γνωρίζοντα Γαλλικά και στενογραφίαν. <box>678 1613 910 1670</box>
chronika-item-text: Ο Αρχηγός κ. Κατσαμάς συνεργάζεται μετά του κ. Γενικού Διοικητού διά διάφορα ζητήματα. <box>1344 241 1580 284</box>
classified-ad: ΠΩΛΕΙΤΑΙ Καφενείον εις καλήν θέσιν με μεγάλην πελατείαν. Πληροφορίαι παρά τω Γραφείω μας. <box>678 1568 910 1610</box>
chronika-item-heading: Συνέργασται <box>1344 226 1429 240</box>
chronika-item-text: Εν σχέσει με τα ζητήματα των προσφύγων οι αρμόδιοι εξέδωσαν σχετικάς αποφάσεις. <box>1344 600 1580 642</box>
chronika-item-heading: Τα Ιταλικά πολεμικά <box>1344 444 1483 458</box>
article-paragraph: Η Χρήση — Η ΓΑΕΜ διά της συντάξεως απεφάσισε να καταβληθούν αι αποζημιώσεις εις τους δικαιούχους εις μετρητά και δια ομολογιών αναλόγως της αξίας των ακινήτων. <box>678 600 910 672</box>
ad-address: Εγκατεστημένον εν τη Μεγαλόπρ. Αυλείω Στ. Νούκα <box>314 1956 584 1967</box>
article-paragraph: — Αλλά τούτο; <box>24 475 110 488</box>
currency-rate: 2.97 <box>1098 1337 1124 1351</box>
table-row <box>924 1338 1124 1353</box>
